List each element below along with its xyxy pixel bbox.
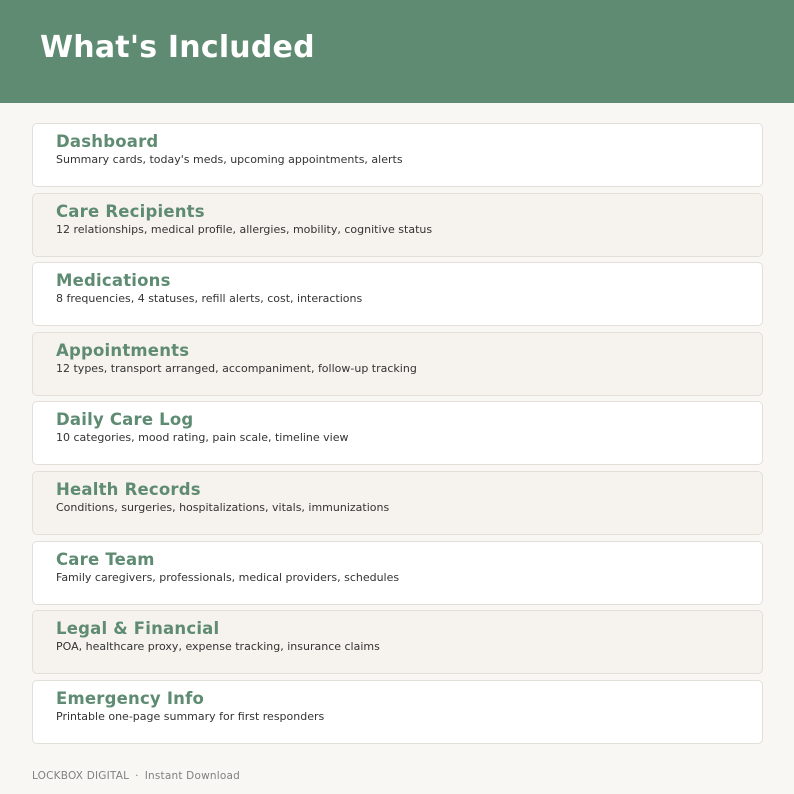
feature-card-medications bbox=[32, 262, 763, 326]
feature-card-health-records bbox=[32, 471, 763, 535]
page-title: What's Included bbox=[40, 30, 315, 65]
feature-card-appointments bbox=[32, 332, 763, 396]
feature-title: Care Recipients bbox=[56, 201, 205, 221]
feature-description: 12 types, transport arranged, accompaniment, follow-up tracking bbox=[56, 361, 417, 375]
feature-title: Legal & Financial bbox=[56, 619, 220, 639]
footer-tagline: Instant Download bbox=[144, 770, 240, 782]
feature-description: 10 categories, mood rating, pain scale, timeline view bbox=[56, 431, 349, 445]
feature-description: Family caregivers, professionals, medical providers, schedules bbox=[56, 570, 400, 584]
feature-title: Medications bbox=[56, 271, 171, 291]
feature-description: Conditions, surgeries, hospitalizations, vitals, immunizations bbox=[56, 500, 390, 514]
footer-separator: · bbox=[135, 770, 139, 782]
footer-brand: LOCKBOX DIGITAL bbox=[32, 770, 130, 782]
feature-title: Health Records bbox=[56, 479, 201, 499]
feature-description: Printable one-page summary for first responders bbox=[56, 709, 325, 723]
feature-title: Daily Care Log bbox=[56, 410, 194, 430]
feature-card-care-team bbox=[32, 541, 763, 605]
feature-card-daily-care-log bbox=[32, 401, 763, 465]
feature-card-emergency-info bbox=[32, 680, 763, 744]
feature-card-legal-financial bbox=[32, 610, 763, 674]
feature-title: Emergency Info bbox=[56, 688, 205, 708]
feature-description: POA, healthcare proxy, expense tracking, insurance claims bbox=[56, 640, 380, 654]
feature-card-dashboard bbox=[32, 123, 763, 187]
header-banner bbox=[0, 0, 794, 103]
footer bbox=[32, 769, 240, 783]
feature-card-care-recipients bbox=[32, 193, 763, 257]
feature-title: Dashboard bbox=[56, 132, 159, 151]
feature-list bbox=[32, 123, 763, 749]
feature-title: Appointments bbox=[56, 340, 190, 360]
feature-description: 12 relationships, medical profile, allergies, mobility, cognitive status bbox=[56, 222, 433, 236]
feature-description: Summary cards, today's meds, upcoming appointments, alerts bbox=[56, 153, 403, 166]
feature-description: 8 frequencies, 4 statuses, refill alerts, cost, interactions bbox=[56, 292, 363, 306]
feature-title: Care Team bbox=[56, 549, 155, 569]
